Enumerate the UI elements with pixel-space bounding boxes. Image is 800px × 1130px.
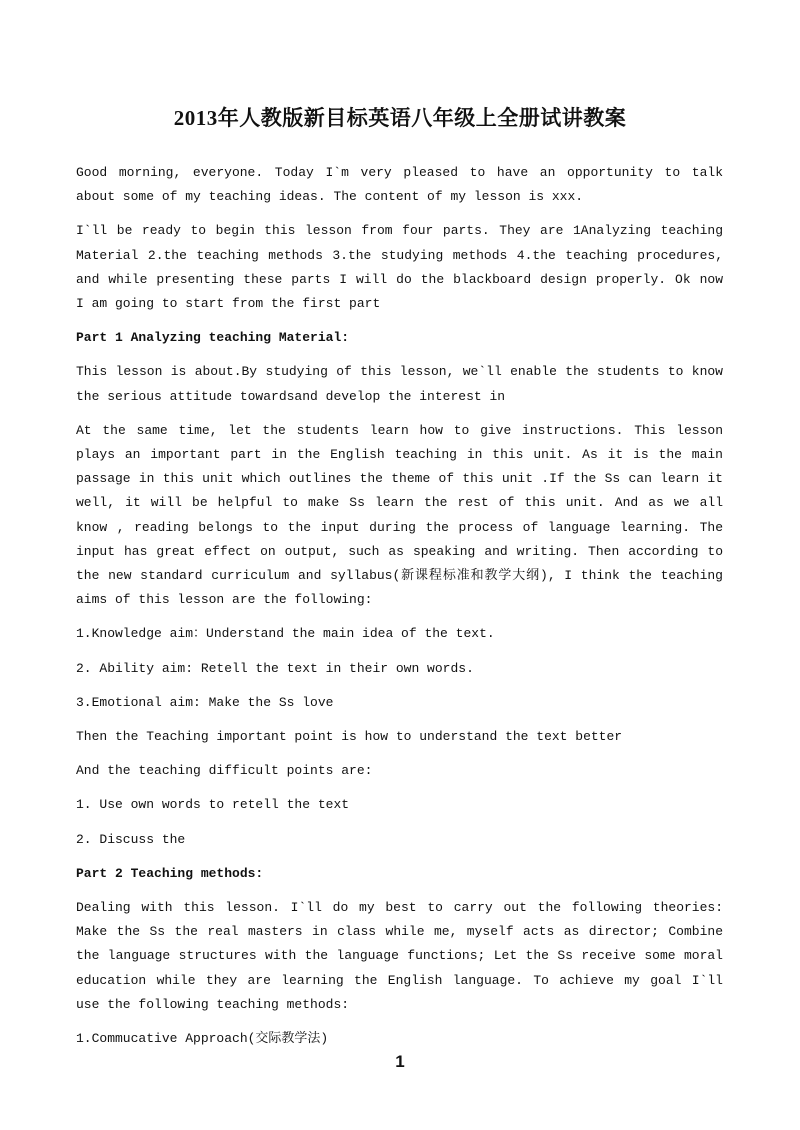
teaching-method-item: 1.Commucative Approach(交际教学法) xyxy=(76,1031,329,1047)
difficult-point-item: 1. Use own words to retell the text xyxy=(76,797,350,813)
ability-aim: 2. Ability aim: Retell the text in their own words. xyxy=(76,660,474,676)
part1-paragraph: This lesson is about.By studying of this lesson, we`ll enable the students to know the serious attitude towardsand develop the interest in xyxy=(76,364,723,404)
emotional-aim: 3.Emotional aim: Make the Ss love xyxy=(76,694,334,710)
section-heading-part2: Part 2 Teaching methods: xyxy=(76,865,264,881)
document-body xyxy=(76,161,723,1051)
page-number: 1 xyxy=(395,1052,405,1071)
intro-paragraph: Good morning, everyone. Today I`m very pleased to have an opportunity to talk about some of my teaching ideas. The content of my lesson is xxx. xyxy=(76,165,723,205)
part2-paragraph: Dealing with this lesson. I`ll do my best to carry out the following theories: Make the Ss the real masters in class while me, myself acts as director; Combine the language structures with the language functions; Let the Ss receive some moral education while they are learning the English language. To achieve my goal I`ll use the following teaching methods: xyxy=(76,900,723,1012)
difficult-point-item: 2. Discuss the xyxy=(76,831,186,847)
part1-paragraph: At the same time, let the students learn how to give instructions. This lesson plays an important part in the English teaching in this unit. As it is the main passage in this unit which outlines the theme of this unit .If the Ss can learn it well, it will be helpful to make Ss learn the rest of this unit. And as we all know , reading belongs to the input during the process of language learning. The input has great effect on output, such as speaking and writing. Then according to the new standard curriculum and syllabus(新课程标准和教学大纲), I think the teaching aims of this lesson are the following: xyxy=(76,422,723,608)
section-heading-part1: Part 1 Analyzing teaching Material: xyxy=(76,330,350,346)
knowledge-aim: 1.Knowledge aim：Understand the main idea of the text. xyxy=(76,626,495,642)
important-point: Then the Teaching important point is how to understand the text better xyxy=(76,729,623,745)
difficult-points-intro: And the teaching difficult points are: xyxy=(76,763,373,779)
intro-paragraph: I`ll be ready to begin this lesson from four parts. They are 1Analyzing teaching Material 2.the teaching methods 3.the studying methods 4.the teaching procedures, and while presenting these parts I will do the blackboard design properly. Ok now I am going to start from the first part xyxy=(76,223,723,312)
document-title: 2013年人教版新目标英语八年级上全册试讲教案 xyxy=(173,106,627,130)
